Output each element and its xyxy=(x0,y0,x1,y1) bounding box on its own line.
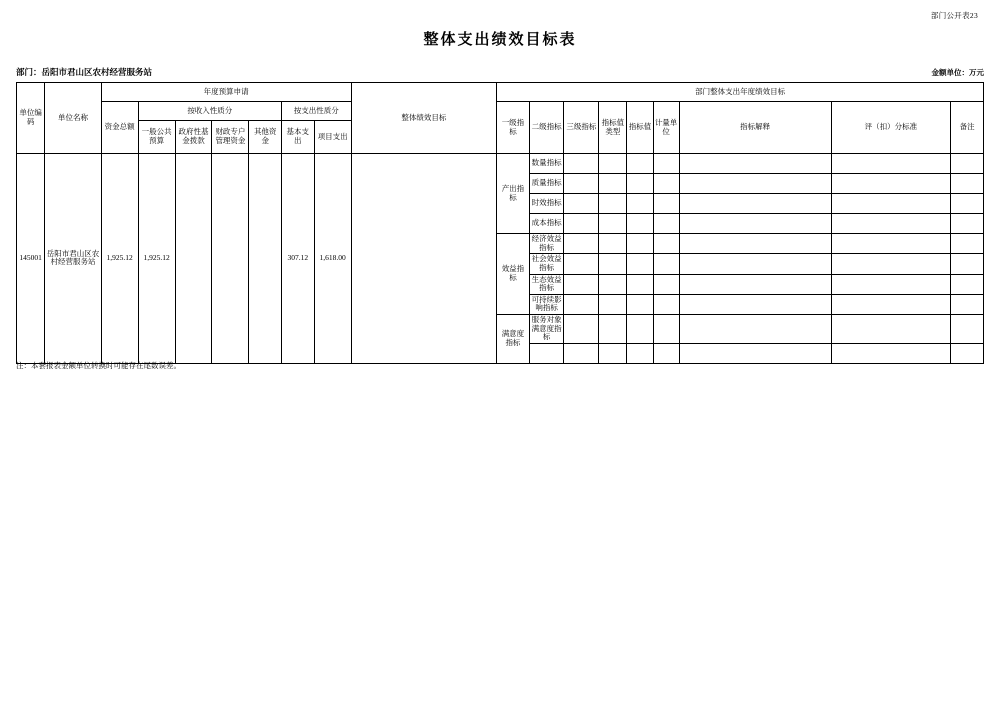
table-row xyxy=(17,154,984,174)
cell-unit-name: 岳阳市君山区农村经营服务站 xyxy=(45,154,101,364)
meta-row xyxy=(16,66,984,80)
cell-score-standard xyxy=(831,343,950,363)
header-fiscal-special-fund: 财政专户管理资金 xyxy=(212,121,249,154)
cell-measure-unit xyxy=(653,174,679,194)
cell-level2-indicator: 数量指标 xyxy=(529,154,564,174)
header-level3-indicator: 三级指标 xyxy=(564,102,599,154)
cell-level2-indicator: 时效指标 xyxy=(529,194,564,214)
cell-level3-indicator xyxy=(564,274,599,294)
cell-indicator-explanation xyxy=(679,343,831,363)
header-fund-total: 资金总额 xyxy=(101,102,138,154)
cell-indicator-value xyxy=(627,234,653,254)
cell-project-expenditure: 1,618.00 xyxy=(314,154,351,364)
cell-indicator-explanation xyxy=(679,274,831,294)
cell-level2-indicator: 生态效益指标 xyxy=(529,274,564,294)
cell-government-fund xyxy=(175,154,212,364)
table-footnote: 注：本套报表金额单位转换时可能存在尾数误差。 xyxy=(16,361,181,370)
header-government-fund: 政府性基金拨款 xyxy=(175,121,212,154)
header-basic-expenditure: 基本支出 xyxy=(281,121,314,154)
header-other-funds: 其他资金 xyxy=(249,121,282,154)
cell-level1-satisfaction: 满意度指标 xyxy=(497,315,530,364)
cell-level1-benefit: 效益指标 xyxy=(497,234,530,315)
header-indicator-explanation: 指标解释 xyxy=(679,102,831,154)
header-measure-unit: 计量单位 xyxy=(653,102,679,154)
cell-indicator-explanation xyxy=(679,315,831,344)
cell-score-standard xyxy=(831,174,950,194)
cell-remark xyxy=(951,274,984,294)
cell-score-standard xyxy=(831,214,950,234)
cell-indicator-value-type xyxy=(599,194,627,214)
header-dept-annual-performance-target: 部门整体支出年度绩效目标 xyxy=(497,83,984,102)
cell-measure-unit xyxy=(653,214,679,234)
cell-indicator-explanation xyxy=(679,174,831,194)
cell-indicator-explanation xyxy=(679,234,831,254)
cell-score-standard xyxy=(831,154,950,174)
cell-general-public-budget: 1,925.12 xyxy=(138,154,175,364)
header-unit-code: 单位编码 xyxy=(17,83,45,154)
cell-level3-indicator xyxy=(564,315,599,344)
cell-level3-indicator xyxy=(564,294,599,314)
cell-indicator-value xyxy=(627,343,653,363)
cell-indicator-value xyxy=(627,174,653,194)
cell-indicator-value-type xyxy=(599,254,627,274)
cell-measure-unit xyxy=(653,274,679,294)
cell-other-funds xyxy=(249,154,282,364)
cell-score-standard xyxy=(831,194,950,214)
cell-level2-indicator xyxy=(529,343,564,363)
cell-indicator-explanation xyxy=(679,214,831,234)
cell-level3-indicator xyxy=(564,174,599,194)
cell-remark xyxy=(951,154,984,174)
cell-unit-code: 145001 xyxy=(17,154,45,364)
header-indicator-value-type: 指标值类型 xyxy=(599,102,627,154)
cell-level2-indicator: 质量指标 xyxy=(529,174,564,194)
cell-fiscal-special-fund xyxy=(212,154,249,364)
cell-remark xyxy=(951,315,984,344)
page-title: 整体支出绩效目标表 xyxy=(423,32,577,48)
cell-remark xyxy=(951,174,984,194)
header-general-public-budget: 一般公共预算 xyxy=(138,121,175,154)
cell-level2-indicator: 经济效益指标 xyxy=(529,234,564,254)
header-project-expenditure: 项目支出 xyxy=(314,121,351,154)
header-by-expense-nature: 按支出性质分 xyxy=(281,102,351,121)
cell-indicator-value-type xyxy=(599,154,627,174)
cell-score-standard xyxy=(831,234,950,254)
cell-measure-unit xyxy=(653,194,679,214)
cell-level3-indicator xyxy=(564,154,599,174)
cell-indicator-value xyxy=(627,154,653,174)
cell-measure-unit xyxy=(653,343,679,363)
cell-indicator-value-type xyxy=(599,174,627,194)
department-label: 部门：岳阳市君山区农村经营服务站 xyxy=(16,67,153,77)
header-indicator-value: 指标值 xyxy=(627,102,653,154)
performance-target-table xyxy=(16,82,984,364)
cell-remark xyxy=(951,343,984,363)
cell-indicator-explanation xyxy=(679,154,831,174)
cell-level2-indicator: 社会效益指标 xyxy=(529,254,564,274)
cell-indicator-value-type xyxy=(599,294,627,314)
cell-measure-unit xyxy=(653,254,679,274)
cell-remark xyxy=(951,294,984,314)
cell-level3-indicator xyxy=(564,234,599,254)
cell-basic-expenditure: 307.12 xyxy=(281,154,314,364)
cell-measure-unit xyxy=(653,315,679,344)
cell-measure-unit xyxy=(653,154,679,174)
cell-indicator-value xyxy=(627,254,653,274)
cell-indicator-explanation xyxy=(679,254,831,274)
cell-indicator-value-type xyxy=(599,274,627,294)
header-annual-budget-request: 年度预算申请 xyxy=(101,83,351,102)
table-header-row-1 xyxy=(17,83,984,102)
cell-level3-indicator xyxy=(564,214,599,234)
header-unit-name: 单位名称 xyxy=(45,83,101,154)
header-by-income-nature: 按收入性质分 xyxy=(138,102,281,121)
cell-remark xyxy=(951,234,984,254)
cell-remark xyxy=(951,254,984,274)
cell-indicator-value xyxy=(627,274,653,294)
header-level1-indicator: 一级指标 xyxy=(497,102,530,154)
cell-level3-indicator xyxy=(564,254,599,274)
cell-level1-output: 产出指标 xyxy=(497,154,530,234)
cell-indicator-value-type xyxy=(599,214,627,234)
table-header-row-2 xyxy=(17,102,984,121)
cell-score-standard xyxy=(831,274,950,294)
cell-indicator-explanation xyxy=(679,194,831,214)
cell-indicator-value-type xyxy=(599,315,627,344)
cell-level2-indicator: 可持续影响指标 xyxy=(529,294,564,314)
cell-fund-total: 1,925.12 xyxy=(101,154,138,364)
amount-unit-label: 金额单位：万元 xyxy=(931,68,984,77)
cell-indicator-explanation xyxy=(679,294,831,314)
cell-indicator-value-type xyxy=(599,343,627,363)
cell-indicator-value xyxy=(627,194,653,214)
header-remark: 备注 xyxy=(951,102,984,154)
cell-overall-performance-target xyxy=(351,154,497,364)
cell-indicator-value-type xyxy=(599,234,627,254)
cell-remark xyxy=(951,214,984,234)
form-code-label: 部门公开表23 xyxy=(930,11,978,20)
cell-score-standard xyxy=(831,294,950,314)
cell-measure-unit xyxy=(653,234,679,254)
header-overall-performance-target: 整体绩效目标 xyxy=(351,83,497,154)
cell-indicator-value xyxy=(627,214,653,234)
cell-level2-indicator: 成本指标 xyxy=(529,214,564,234)
cell-indicator-value xyxy=(627,315,653,344)
cell-measure-unit xyxy=(653,294,679,314)
header-score-standard: 评（扣）分标准 xyxy=(831,102,950,154)
cell-score-standard xyxy=(831,254,950,274)
cell-level3-indicator xyxy=(564,343,599,363)
cell-indicator-value xyxy=(627,294,653,314)
cell-remark xyxy=(951,194,984,214)
cell-level3-indicator xyxy=(564,194,599,214)
cell-level2-indicator: 服务对象满意度指标 xyxy=(529,315,564,344)
cell-score-standard xyxy=(831,315,950,344)
header-level2-indicator: 二级指标 xyxy=(529,102,564,154)
